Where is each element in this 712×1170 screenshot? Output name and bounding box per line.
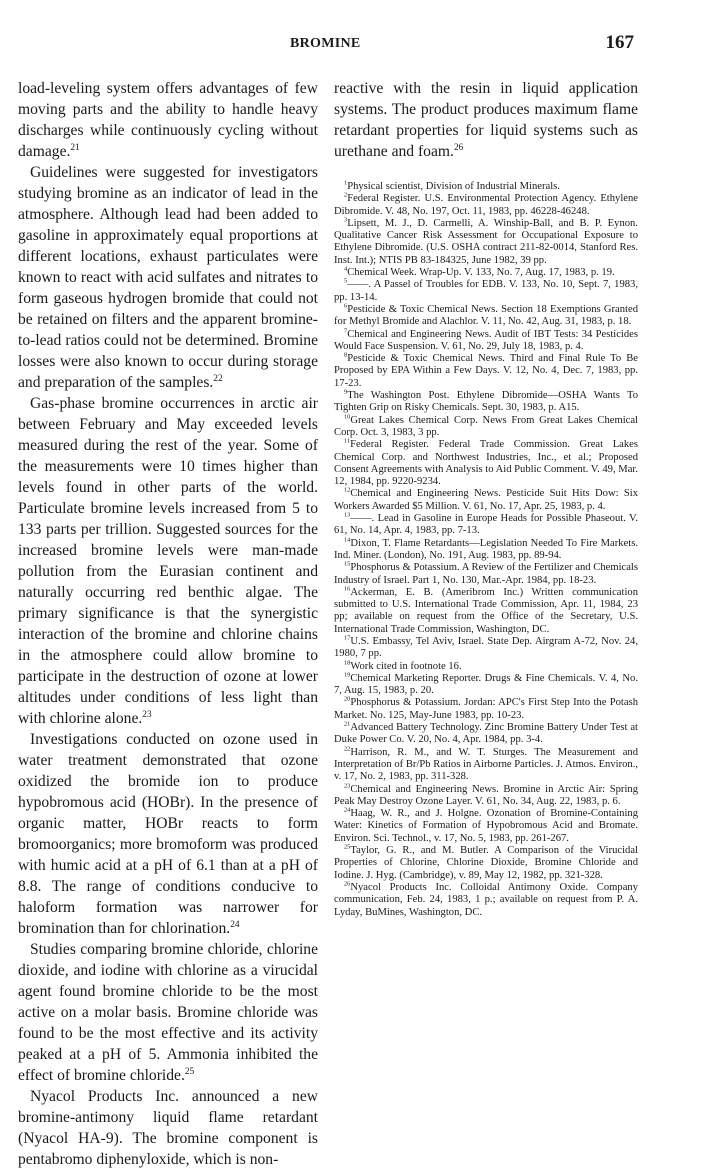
footnote-number: 10 <box>344 413 351 421</box>
footnote <box>334 181 638 193</box>
footnote-text: Chemical and Engineering News. Bromine in Arctic Air: Spring Peak May Destroy Ozone Layer. V. 61, No. 34, Aug. 22, 1983, p. 6. <box>334 783 638 807</box>
footnote-ref: 21 <box>70 142 80 153</box>
footnote-text: Chemical Marketing Reporter. Drugs & Fine Chemicals. V. 4, No. 7, Aug. 15, 1983, p. 20. <box>334 672 638 697</box>
footnote <box>334 279 638 304</box>
footnote-text: The Washington Post. Ethylene Dibromide—OSHA Wants To Tighten Grip on Risky Chemicals. Sept. 30, 1983, p. A15. <box>334 390 638 414</box>
footnote <box>334 267 638 279</box>
footnote-text: Ackerman, E. B. (Ameribrom Inc.) Written communication submitted to U.S. International Trade Commission, Apr. 11, 1984, 23 pp; available on request from the Office of the Secretary, U.S. International Trade Commission, Washington, DC. <box>334 586 638 635</box>
footnote <box>334 587 638 636</box>
right-column <box>334 78 638 919</box>
footnote-number: 13 <box>344 511 351 519</box>
footnote <box>334 488 638 513</box>
footnote <box>334 353 638 390</box>
footnote <box>334 673 638 698</box>
footnotes-list <box>334 181 638 919</box>
footnote <box>334 697 638 722</box>
running-head <box>0 32 712 54</box>
footnote-number: 11 <box>344 437 351 445</box>
footnote-number: 12 <box>344 486 351 494</box>
body-paragraph <box>18 162 318 393</box>
footnote <box>334 636 638 661</box>
footnote <box>334 218 638 267</box>
footnote-number: 6 <box>344 302 348 310</box>
footnote-number: 3 <box>344 216 348 224</box>
paragraph-text: Nyacol Products Inc. announced a new bromine-antimony liquid flame retardant (Nyacol HA-9). The bromine component is pentabromo diphenyloxide, which is non- <box>18 1088 318 1168</box>
footnote-number: 22 <box>344 745 351 753</box>
footnote <box>334 562 638 587</box>
footnote-text: Dixon, T. Flame Retardants—Legislation Needed To Fire Markets. Ind. Miner. (London), No. 191, Aug. 1983, pp. 89-94. <box>334 537 638 561</box>
footnote <box>334 784 638 809</box>
footnote <box>334 747 638 784</box>
footnote-ref: 24 <box>230 919 240 930</box>
footnote <box>334 661 638 673</box>
footnote-number: 23 <box>344 782 351 790</box>
footnote <box>334 538 638 563</box>
footnote-text: Federal Register. U.S. Environmental Protection Agency. Ethylene Dibromide. V. 48, No. 197, Oct. 11, 1983, pp. 46228-46248. <box>334 193 638 217</box>
footnote <box>334 722 638 747</box>
section-title: BROMINE <box>290 36 361 51</box>
footnote-number: 18 <box>344 659 351 667</box>
footnote-number: 25 <box>344 843 351 851</box>
footnote-text: Chemical and Engineering News. Audit of IBT Tests: 34 Pesticides Would Face Suspension. V. 61, No. 29, July 18, 1983, p. 4. <box>334 328 638 352</box>
footnote-ref: 26 <box>453 142 464 153</box>
footnote-text: Nyacol Products Inc. Colloidal Antimony Oxide. Company communication, Feb. 24, 1983, 1 p.; available on request from P. A. Lyday, BuMines, Washington, DC. <box>334 881 638 918</box>
footnote-number: 2 <box>344 191 348 199</box>
footnote-text: Lipsett, M. J., D. Carmelli, A. Winship-Ball, and B. P. Eynon. Qualitative Cancer Risk Assessment for Occupational Exposure to Ethylene Dibromide. (U.S. OSHA contract 211-82-0014, Stanford Res. Inst. Int.); NTIS PB 83-184325, June 1982, 39 pp. <box>334 217 638 266</box>
footnote-number: 14 <box>344 536 351 544</box>
footnote-number: 8 <box>344 351 348 359</box>
footnote <box>334 808 638 845</box>
footnote-number: 24 <box>344 806 351 814</box>
footnote-text: Federal Register. Federal Trade Commission. Great Lakes Chemical Corp. and Northwest Industries, Inc., et al.; Proposed Consent Agreements with Analysis to Aid Public Comment. V. 49, Mar. 12, 1984, pp. 9220-9234. <box>334 439 638 488</box>
footnote-number: 4 <box>344 265 348 273</box>
paragraph-text: Investigations conducted on ozone used in water treatment demonstrated that ozone oxidized the bromide ion to produce hypobromous acid (HOBr). In the presence of organic matter, HOBr reacts to form bromoorganics; more bromoform was produced with humic acid at a pH of 6.1 than at a pH of 8.8. The range of conditions conducive to haloform formation was narrower for bromination than for chlorination. <box>18 731 318 937</box>
footnote-ref: 25 <box>184 1066 195 1077</box>
footnote <box>334 193 638 218</box>
footnote-ref: 22 <box>213 373 223 384</box>
body-paragraph <box>334 78 638 162</box>
body-paragraph <box>18 393 318 729</box>
footnote-text: Pesticide & Toxic Chemical News. Section 18 Exemptions Granted for Methyl Bromide and Alachlor. V. 11, No. 42, Aug. 31, 1983, p. 18. <box>334 303 638 328</box>
footnote-number: 7 <box>344 327 348 335</box>
footnote-number: 1 <box>344 179 348 187</box>
footnote-text: Physical scientist, Division of Industrial Minerals. <box>347 181 560 192</box>
footnote-ref: 23 <box>142 709 152 720</box>
paragraph-text: Studies comparing bromine chloride, chlorine dioxide, and iodine with chlorine as a virucidal agent found bromine chloride to be the most active on a molar basis. Bromine chloride was found to be the most effective and its activity peaked at a pH of 5. Ammonia inhibited the effect of bromine chloride. <box>18 941 318 1084</box>
footnote-text: ——. Lead in Gasoline in Europe Heads for Possible Phaseout. V. 61, No. 14, Apr. 4, 1983, pp. 7-13. <box>334 513 638 537</box>
body-paragraph <box>18 1086 318 1170</box>
footnote-text: Work cited in footnote 16. <box>350 660 462 672</box>
footnote-number: 16 <box>344 585 351 593</box>
footnote-number: 15 <box>344 560 351 568</box>
footnote-text: Chemical and Engineering News. Pesticide Suit Hits Dow: Six Workers Awarded $5 Million. V. 61, No. 17, Apr. 25, 1983, p. 4. <box>334 488 638 512</box>
footnote-text: Pesticide & Toxic Chemical News. Third and Final Rule To Be Proposed by EPA Within a Few Days. V. 12, No. 4, Dec. 7, 1983, pp. 17-23. <box>334 353 638 389</box>
footnote-text: U.S. Embassy, Tel Aviv, Israel. State Dep. Airgram A-72, Nov. 24, 1980, 7 pp. <box>334 635 638 660</box>
page-number: 167 <box>605 32 634 53</box>
footnote-text: Harrison, R. M., and W. T. Sturges. The Measurement and Interpretation of Br/Pb Ratios in Airborne Particles. J. Atmos. Environ., v. 17, No. 2, 1983, pp. 311-328. <box>334 746 638 783</box>
footnote-number: 21 <box>344 720 351 728</box>
footnote <box>334 304 638 329</box>
footnote-text: Phosphorus & Potassium. A Review of the Fertilizer and Chemicals Industry of Israel. Part 1, No. 130, Mar.-Apr. 1984, pp. 18-23. <box>334 562 638 586</box>
footnote-text: Great Lakes Chemical Corp. News From Great Lakes Chemical Corp. Oct. 3, 1983, 3 pp. <box>334 414 638 438</box>
paragraph-text: Guidelines were suggested for investigators studying bromine as an indicator of lead in the atmosphere. Although lead had been added to gasoline in approximately equal proportions at different locations, exhaust particulates were known to react with acid sulfates and nitrates to form gaseous hydrogen bromide that could not be retained on filters and the apparent bromine-to-lead ratios could not be determined. Bromine losses were also known to occur during storage and preparation of the samples. <box>18 164 318 391</box>
footnote <box>334 882 638 919</box>
body-paragraph <box>18 78 318 162</box>
footnote-number: 20 <box>344 695 351 703</box>
body-paragraph <box>18 939 318 1086</box>
footnote-number: 5 <box>344 277 348 285</box>
footnote-text: Chemical Week. Wrap-Up. V. 133, No. 7, Aug. 17, 1983, p. 19. <box>347 267 615 279</box>
footnote-number: 9 <box>344 388 348 396</box>
paragraph-text: reactive with the resin in liquid application systems. The product produces maximum flame retardant properties for liquid systems such as urethane and foam. <box>334 80 638 160</box>
footnote <box>334 415 638 440</box>
footnote <box>334 329 638 354</box>
footnote <box>334 439 638 488</box>
footnote-number: 17 <box>344 634 351 642</box>
footnote-text: Phosphorus & Potassium. Jordan: APC's First Step Into the Potash Market. No. 125, May-June 1983, pp. 10-23. <box>334 697 638 721</box>
footnote <box>334 845 638 882</box>
footnote-text: ——. A Passel of Troubles for EDB. V. 133, No. 10, Sept. 7, 1983, pp. 13-14. <box>334 279 638 303</box>
paragraph-text: load-leveling system offers advantages of few moving parts and the ability to handle heavy discharges while continuously cycling without damage. <box>18 80 318 160</box>
footnote-text: Advanced Battery Technology. Zinc Bromine Battery Under Test at Duke Power Co. V. 20, No. 4, Apr. 1984, pp. 3-4. <box>334 722 638 746</box>
footnote-number: 26 <box>344 880 351 888</box>
footnote-number: 19 <box>344 671 351 679</box>
footnote-text: Taylor, G. R., and M. Butler. A Comparison of the Virucidal Properties of Chlorine, Chlorine Dioxide, Bromine Chloride and Iodine. J. Hyg. (Cambridge), v. 89, May 12, 1982, pp. 321-328. <box>334 845 638 881</box>
left-column <box>18 78 318 1170</box>
footnote <box>334 390 638 415</box>
footnote-text: Haag, W. R., and J. Holgne. Ozonation of Bromine-Containing Water: Kinetics of Formation of Hypobromous Acid and Bromate. Environ. Sci. Technol., v. 17, No. 5, 1983, pp. 261-267. <box>334 808 638 844</box>
body-paragraph <box>18 729 318 939</box>
footnote <box>334 513 638 538</box>
paragraph-text: Gas-phase bromine occurrences in arctic air between February and May exceeded levels measured during the rest of the year. Some of the measurements were 10 times higher than levels found in other parts of the world. Particulate bromine levels increased from 5 to 133 parts per trillion. Suggested sources for the increased bromine levels were man-made pollution from the Eurasian continent and naturally occurring red benthic algae. The primary significance is that the synergistic interaction of the bromine and chlorine chains in the atmosphere could allow bromine to participate in the destruction of ozone at lower altitudes under conditions of less light than with chlorine alone. <box>18 395 318 727</box>
